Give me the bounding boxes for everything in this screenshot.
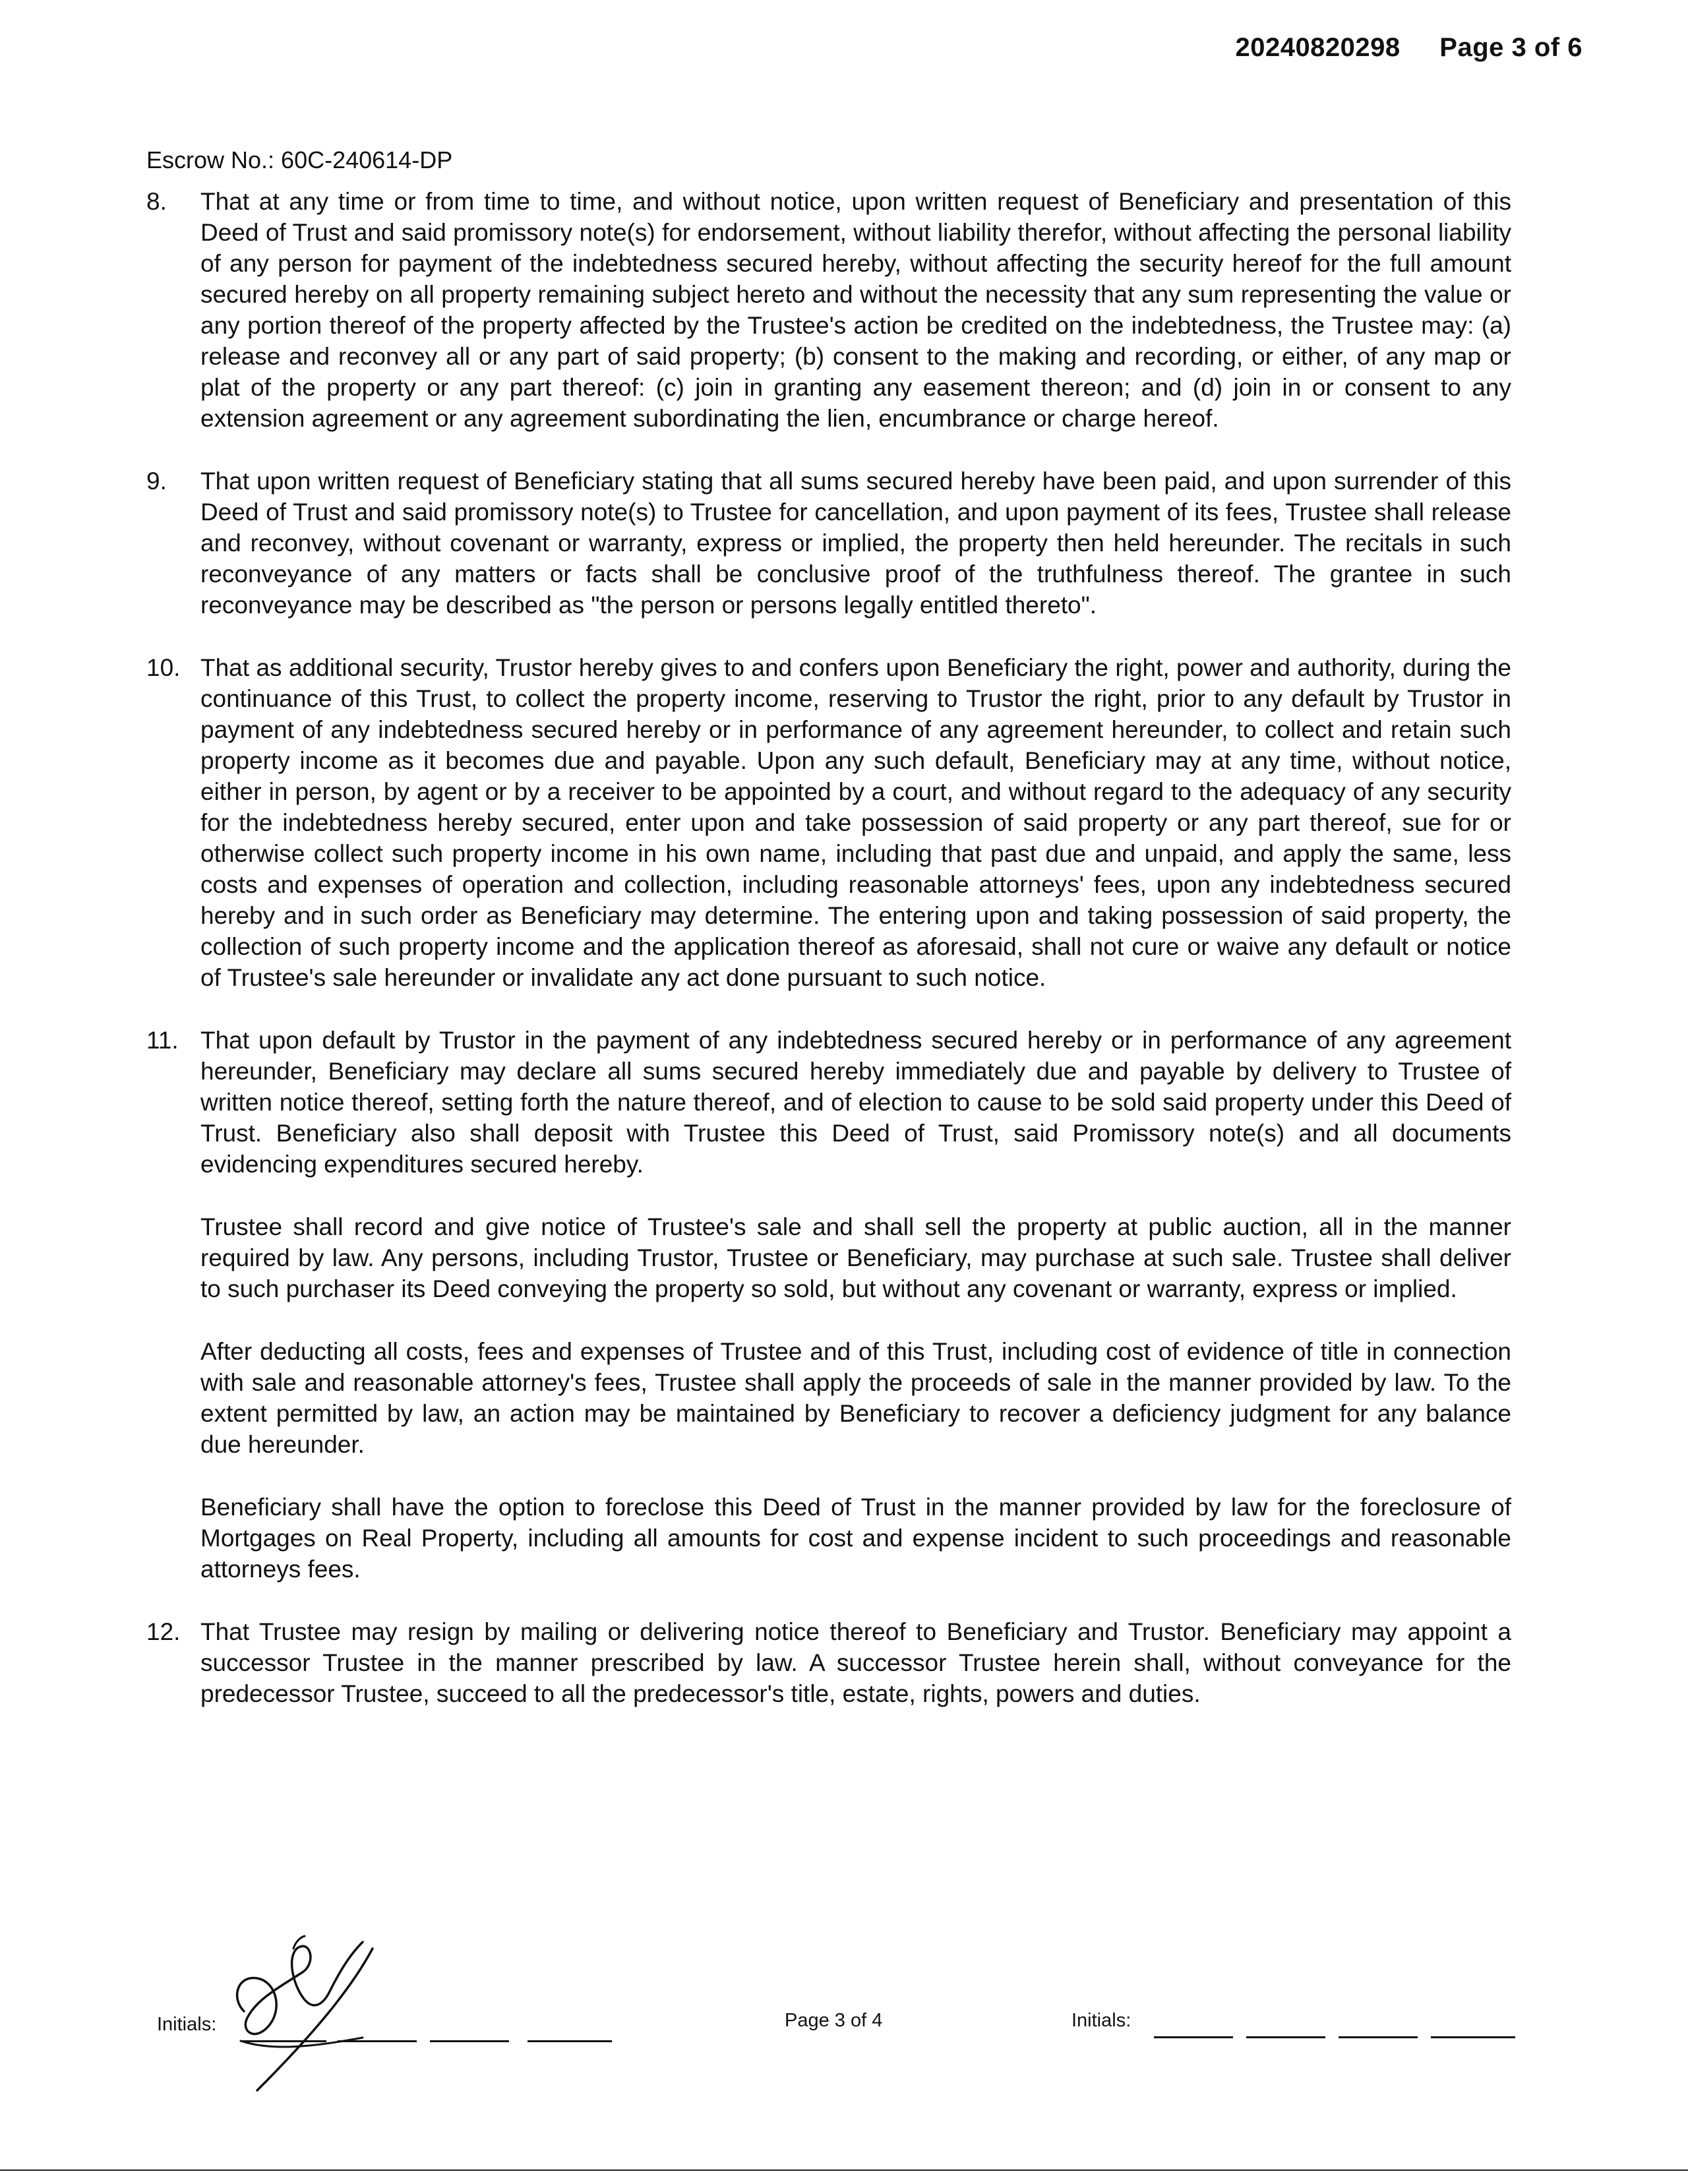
initials-line[interactable] bbox=[338, 2040, 417, 2042]
clause-number: 12. bbox=[146, 1618, 181, 1645]
clause-text: That at any time or from time to time, and without notice, upon written request of Beneficiary and presentation of this Deed of Trust and said promissory note(s) for endorsement, without liability therefor, without affecting the personal liability of any person for payment of the indebtedness secured hereby, without affecting the security hereof for the full amount secured hereby on all property remaining subject hereto and without the necessity that any sum representing the value or any portion thereof of the property affected by the Trustee's action be credited on the indebtedness, the Trustee may: (a) release and reconvey all or any part of said property; (b) consent to the making and recording, or either, of any map or plat of the property or any part thereof: (c) join in granting any easement thereon; and (d) join in or consent to any extension agreement or any agreement subordinating the lien, encumbrance or charge hereof. bbox=[200, 188, 1511, 432]
page-footer bbox=[0, 1991, 1688, 2110]
footer-page-label: Page 3 of 4 bbox=[785, 2010, 883, 2031]
escrow-number: Escrow No.: 60C-240614-DP bbox=[146, 146, 453, 173]
initials-line[interactable] bbox=[1339, 2036, 1418, 2038]
initials-right-label: Initials: bbox=[1071, 2010, 1131, 2031]
initials-line[interactable] bbox=[241, 2040, 326, 2042]
clause-8 bbox=[146, 186, 1511, 434]
clause-number: 11. bbox=[146, 1027, 179, 1054]
clause-text: That Trustee may resign by mailing or delivering notice thereof to Beneficiary and Trustor. Beneficiary may appoint a successor Trustee in the manner prescribed by law. A successor Trustee herein shall, without conveyance for the predecessor Trustee, succeed to all the predecessor's title, estate, rights, powers and duties. bbox=[200, 1618, 1511, 1707]
clause-text: That upon written request of Beneficiary stating that all sums secured hereby have been paid, and upon surrender of this Deed of Trust and said promissory note(s) to Trustee for cancellation, and upon payment of its fees, Trustee shall release and reconvey, without covenant or warranty, express or implied, the property then held hereunder. The recitals in such reconveyance of any matters or facts shall be conclusive proof of the truthfulness thereof. The grantee in such reconveyance may be described as "the person or persons legally entitled thereto". bbox=[200, 468, 1511, 619]
clause-11 bbox=[146, 1025, 1511, 1585]
clause-12 bbox=[146, 1616, 1511, 1709]
initials-line[interactable] bbox=[1431, 2036, 1515, 2038]
initials-line[interactable] bbox=[528, 2040, 612, 2042]
clause-number: 8. bbox=[146, 188, 167, 215]
initials-line[interactable] bbox=[430, 2040, 509, 2042]
clause-text: That as additional security, Trustor hereby gives to and confers upon Beneficiary the right, power and authority, during the continuance of this Trust, to collect the property income, reserving to Trustor the right, prior to any default by Trustor in payment of any indebtedness secured hereby or in performance of any agreement hereunder, to collect and retain such property income as it becomes due and payable. Upon any such default, Beneficiary may at any time, without notice, either in person, by agent or by a receiver to be appointed by a court, and without regard to the adequacy of any security for the indebtedness hereby secured, enter upon and take possession of said property or any part thereof, sue for or otherwise collect such property income in his own name, including that past due and unpaid, and apply the same, less costs and expenses of operation and collection, including reasonable attorneys' fees, upon any indebtedness secured hereby and in such order as Beneficiary may determine. The entering upon and taking possession of said property, the collection of such property income and the application thereof as aforesaid, shall not cure or waive any default or notice of Trustee's sale hereunder or invalidate any act done pursuant to such notice. bbox=[200, 654, 1511, 991]
clause-sub-paragraph: After deducting all costs, fees and expenses of Trustee and of this Trust, including cost of evidence of title in connection with sale and reasonable attorney's fees, Trustee shall apply the proceeds of sale in the manner provided by law. To the extent permitted by law, an action may be maintained by Beneficiary to recover a deficiency judgment for any balance due hereunder. bbox=[200, 1338, 1511, 1458]
document-body bbox=[146, 186, 1511, 1741]
handwritten-initials-signature bbox=[231, 1912, 382, 2097]
clause-9 bbox=[146, 466, 1511, 621]
clause-10 bbox=[146, 652, 1511, 993]
clause-number: 9. bbox=[146, 468, 167, 495]
clause-body bbox=[200, 1025, 1511, 1585]
page-header bbox=[1235, 33, 1582, 63]
header-page-label: Page 3 of 6 bbox=[1439, 33, 1582, 62]
document-number: 20240820298 bbox=[1235, 33, 1401, 62]
initials-line[interactable] bbox=[1246, 2036, 1325, 2038]
initials-left-label: Initials: bbox=[157, 2014, 217, 2035]
clause-text: That upon default by Trustor in the payment of any indebtedness secured hereby or in performance of any agreement hereunder, Beneficiary may declare all sums secured hereby immediately due and payable by delivery to Trustee of written notice thereof, setting forth the nature thereof, and of election to cause to be sold said property under this Deed of Trust. Beneficiary also shall deposit with Trustee this Deed of Trust, said Promissory note(s) and all documents evidencing expenditures secured hereby. bbox=[200, 1027, 1511, 1178]
bottom-rule bbox=[0, 2169, 1688, 2171]
clause-number: 10. bbox=[146, 654, 181, 681]
clause-sub-paragraph: Beneficiary shall have the option to foreclose this Deed of Trust in the manner provided by law for the foreclosure of Mortgages on Real Property, including all amounts for cost and expense incident to such proceedings and reasonable attorneys fees. bbox=[200, 1494, 1511, 1583]
initials-line[interactable] bbox=[1154, 2036, 1233, 2038]
clause-sub-paragraph: Trustee shall record and give notice of Trustee's sale and shall sell the property at public auction, all in the manner required by law. Any persons, including Trustor, Trustee or Beneficiary, may purchase at such sale. Trustee shall deliver to such purchaser its Deed conveying the property so sold, but without any covenant or warranty, express or implied. bbox=[200, 1213, 1511, 1302]
